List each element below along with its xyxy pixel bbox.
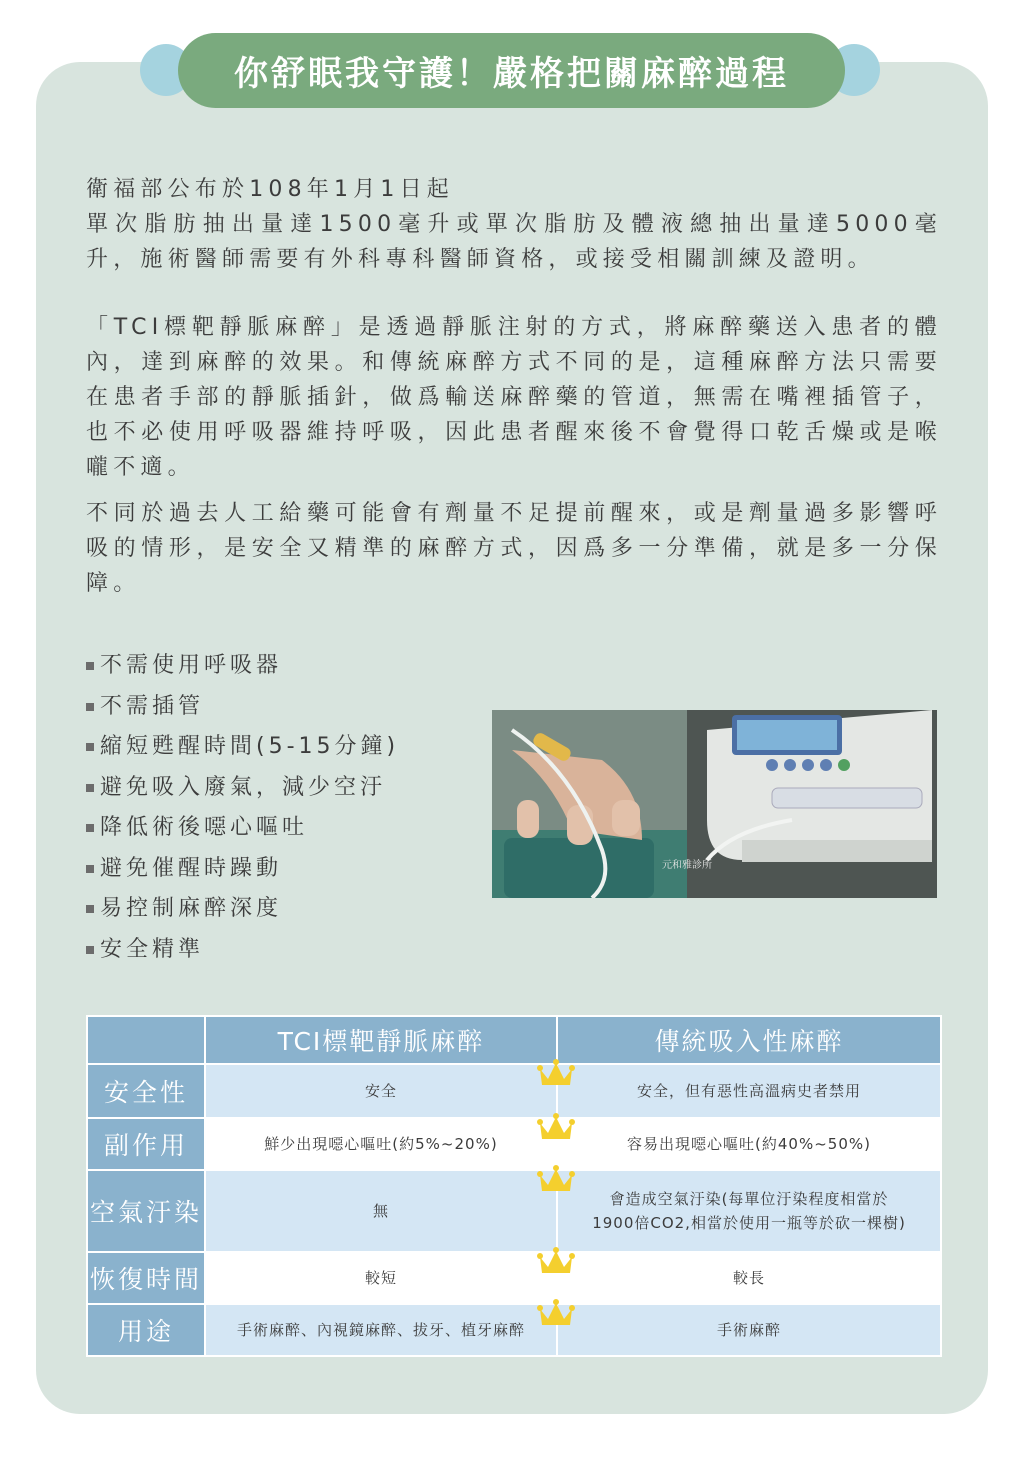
traditional-cell: 安全，但有惡性高溫病史者禁用 [557, 1064, 941, 1118]
traditional-cell: 會造成空氣汙染(每單位汙染程度相當於 1900倍CO2,相當於使用一瓶等於砍一棵樹) [557, 1170, 941, 1252]
tci-description-paragraph: 「TCI標靶靜脈麻醉」是透過靜脈注射的方式，將麻醉藥送入患者的體內，達到麻醉的效果。和傳統麻醉方式不同的是，這種麻醉方法只需要在患者手部的靜脈插針，做爲輸送麻醉藥的管道，無需在嘴裡插管子，也不必使用呼吸器維持呼吸，因此患者醒來後不會覺得口乾舌燥或是喉嚨不適。 [86, 315, 942, 480]
bullet-square-icon [86, 865, 94, 873]
tci-cell: 手術麻醉、內視鏡麻醉、拔牙、植牙麻醉 [205, 1304, 557, 1356]
traditional-cell: 較長 [557, 1252, 941, 1304]
row-header: 恢復時間 [87, 1252, 205, 1304]
tci-cell: 安全 [205, 1064, 557, 1118]
list-item: 避免吸入廢氣，減少空汙 [86, 768, 399, 809]
bullet-square-icon [86, 946, 94, 954]
list-item: 易控制麻醉深度 [86, 889, 399, 930]
table-row [87, 1064, 941, 1118]
bullet-square-icon [86, 784, 94, 792]
crown-icon [536, 1245, 576, 1279]
crown-icon [536, 1297, 576, 1331]
list-item: 縮短甦醒時間(5-15分鐘) [86, 727, 399, 768]
row-header: 副作用 [87, 1118, 205, 1170]
benefit-list [86, 646, 399, 970]
table-corner [87, 1016, 205, 1064]
bullet-square-icon [86, 662, 94, 670]
list-item: 安全精準 [86, 930, 399, 971]
row-header: 空氣汙染 [87, 1170, 205, 1252]
bullet-square-icon [86, 703, 94, 711]
comparison-table [86, 1015, 942, 1357]
bullet-square-icon [86, 743, 94, 751]
column-header-traditional: 傳統吸入性麻醉 [557, 1016, 941, 1064]
column-header-tci: TCI標靶靜脈麻醉 [205, 1016, 557, 1064]
crown-icon [536, 1163, 576, 1197]
crown-icon [536, 1057, 576, 1091]
regulation-paragraph: 衛福部公布於108年1月1日起 單次脂肪抽出量達1500毫升或單次脂肪及體液總抽出量達5000毫升，施術醫師需要有外科專科醫師資格，或接受相關訓練及證明。 [86, 177, 942, 272]
list-item: 不需插管 [86, 687, 399, 728]
row-header: 用途 [87, 1304, 205, 1356]
tci-cell: 較短 [205, 1252, 557, 1304]
list-item: 避免催醒時躁動 [86, 849, 399, 890]
page-title: 你舒眠我守護！嚴格把關麻醉過程 [178, 33, 845, 108]
list-item: 不需使用呼吸器 [86, 646, 399, 687]
traditional-cell: 手術麻醉 [557, 1304, 941, 1356]
table-row [87, 1252, 941, 1304]
table-row [87, 1170, 941, 1252]
tci-benefit-paragraph: 不同於過去人工給藥可能會有劑量不足提前醒來，或是劑量過多影響呼吸的情形，是安全又精準的麻醉方式，因爲多一分準備，就是多一分保障。 [86, 501, 942, 596]
crown-icon [536, 1111, 576, 1145]
tci-cell: 鮮少出現噁心嘔吐(約5%~20%) [205, 1118, 557, 1170]
list-item: 降低術後噁心嘔吐 [86, 808, 399, 849]
tci-cell: 無 [205, 1170, 557, 1252]
iv-anesthesia-photo [492, 710, 937, 898]
bullet-square-icon [86, 824, 94, 832]
photo-watermark: 元和雅診所 [662, 860, 712, 871]
table-row [87, 1304, 941, 1356]
row-header: 安全性 [87, 1064, 205, 1118]
traditional-cell: 容易出現噁心嘔吐(約40%~50%) [557, 1118, 941, 1170]
bullet-square-icon [86, 905, 94, 913]
table-row [87, 1118, 941, 1170]
